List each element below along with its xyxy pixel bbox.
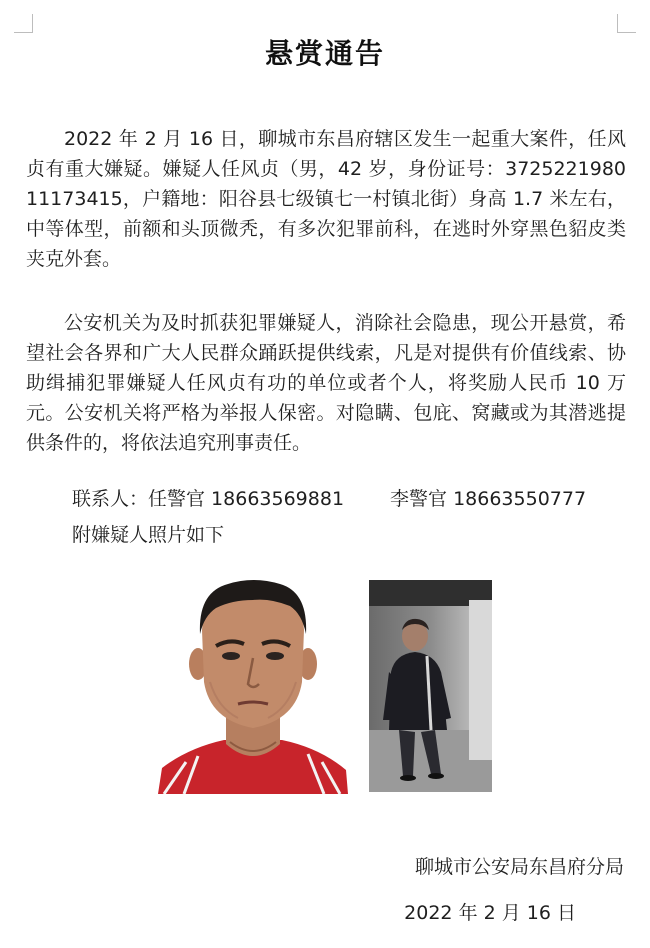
page-title: 悬赏通告 xyxy=(264,37,385,70)
portrait-illustration-icon xyxy=(158,572,348,794)
paragraph-reward-text: 公安机关为及时抓获犯罪嫌疑人，消除社会隐患，现公开悬赏，希望社会各界和广大人民群众踊跃提供线索，凡是对提供有价值线索、协助缉捕犯罪嫌疑人任风贞有功的单位或者个人，将奖励人民币 10 万元。公安机关将严格为举报人保密。对隐瞒、包庇、窝藏或为其潜逃提供条件的，将依法追究刑事责任。 xyxy=(26,312,626,454)
paragraph-case-details xyxy=(26,124,626,274)
surveillance-photo xyxy=(369,580,492,792)
surveillance-illustration-icon xyxy=(369,580,492,792)
corner-mark-top-right xyxy=(617,14,636,33)
attachment-note: 附嫌疑人照片如下 xyxy=(72,524,225,546)
suspect-portrait-photo xyxy=(158,572,348,794)
issuer-signature: 聊城市公安局东昌府分局 xyxy=(414,856,624,878)
contact-officer-ren: 任警官 18663569881 xyxy=(148,488,345,510)
contact-officer-li: 李警官 18663550777 xyxy=(390,488,587,510)
issue-date: 2022 年 2 月 16 日 xyxy=(404,902,576,924)
contact-label: 联系人： xyxy=(72,488,149,510)
paragraph-reward xyxy=(26,308,626,458)
contact-line xyxy=(72,484,586,514)
paragraph-case-details-text: 2022 年 2 月 16 日，聊城市东昌府辖区发生一起重大案件，任风贞有重大嫌疑。嫌疑人任风贞（男，42 岁，身份证号：372522198011173415，户籍地：阳谷县七级镇七一村镇北街）身高 1.7 米左右，中等体型，前额和头顶微秃，有多次犯罪前科，在逃时外穿黑色貂皮类夹克外套。 xyxy=(26,128,626,270)
corner-mark-top-left xyxy=(14,14,33,33)
